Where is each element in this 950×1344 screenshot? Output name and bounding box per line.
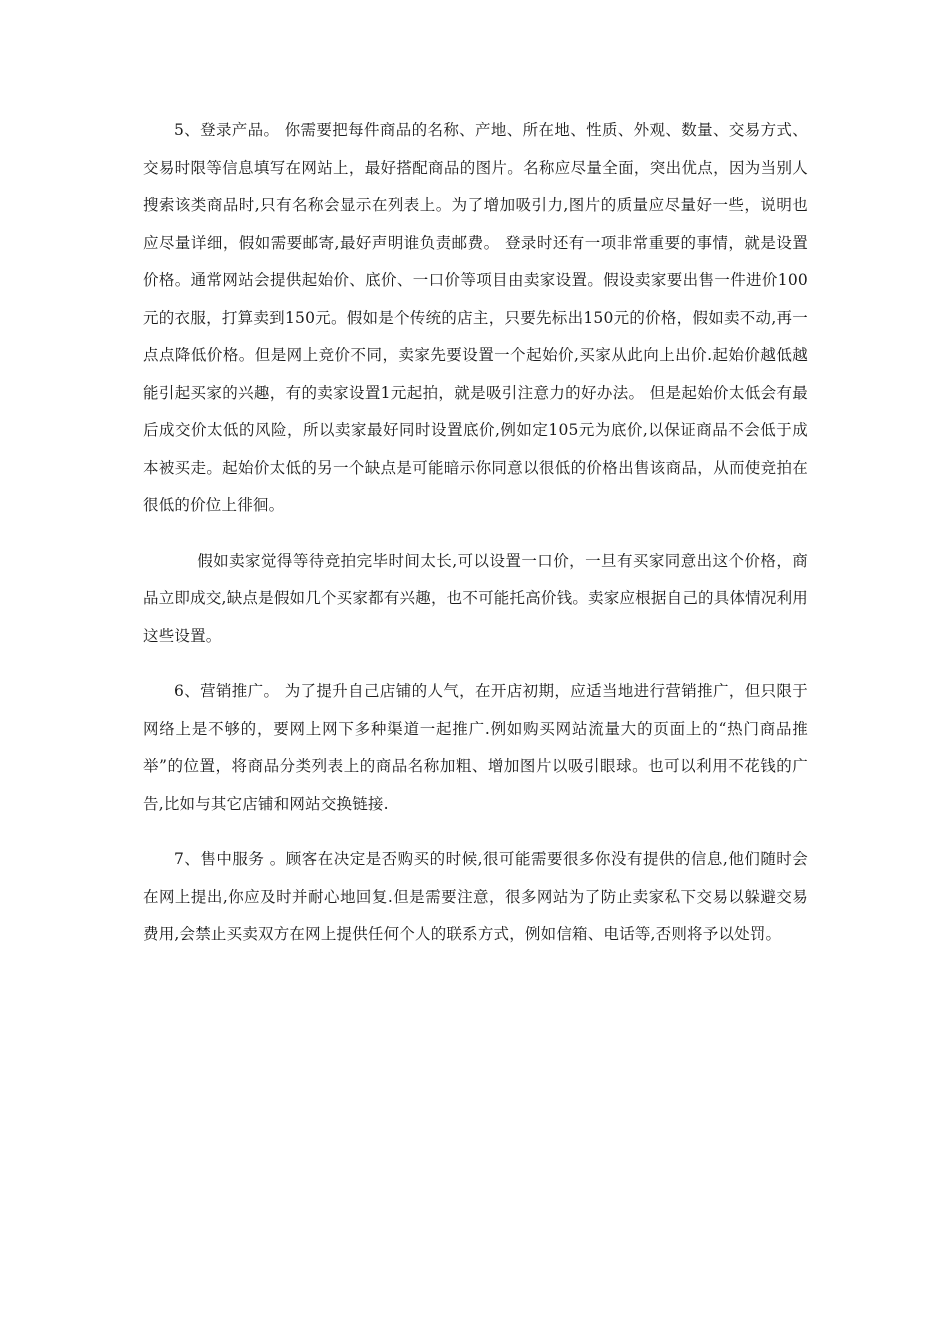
paragraph-buy-now-price: 假如卖家觉得等待竞拍完毕时间太长,可以设置一口价，一旦有买家同意出这个价格，商品立即成交,缺点是假如几个买家都有兴趣，也不可能托高价钱。卖家应根据自己的具体情况利用这些设置。 bbox=[143, 551, 808, 645]
document-page bbox=[143, 112, 808, 954]
paragraph-marketing-promotion: 6、营销推广。 为了提升自己店铺的人气，在开店初期，应适当地进行营销推广，但只限于网络上是不够的，要网上网下多种渠道一起推广.例如购买网站流量大的页面上的“热门商品推举”的位置，将商品分类列表上的商品名称加粗、增加图片以吸引眼球。也可以利用不花钱的广告,比如与其它店铺和网站交换链接. bbox=[143, 682, 808, 813]
paragraph-in-sale-service: 7、售中服务 。顾客在决定是否购买的时候,很可能需要很多你没有提供的信息,他们随时会在网上提出,你应及时并耐心地回复.但是需要注意，很多网站为了防止卖家私下交易以躲避交易费用,会禁止买卖双方在网上提供任何个人的联系方式，例如信箱、电话等,否则将予以处罚。 bbox=[143, 850, 808, 943]
paragraph-listing-products: 5、登录产品。 你需要把每件商品的名称、产地、所在地、性质、外观、数量、交易方式、交易时限等信息填写在网站上，最好搭配商品的图片。名称应尽量全面，突出优点，因为当别人搜索该类商品时,只有名称会显示在列表上。为了增加吸引力,图片的质量应尽量好一些，说明也应尽量详细，假如需要邮寄,最好声明谁负责邮费。 登录时还有一项非常重要的事情，就是设置价格。通常网站会提供起始价、底价、一口价等项目由卖家设置。假设卖家要出售一件进价100元的衣服，打算卖到150元。假如是个传统的店主，只要先标出150元的价格，假如卖不动,再一点点降低价格。但是网上竞价不同，卖家先要设置一个起始价,买家从此向上出价.起始价越低越能引起买家的兴趣，有的卖家设置1元起拍，就是吸引注意力的好办法。 但是起始价太低会有最后成交价太低的风险，所以卖家最好同时设置底价,例如定105元为底价,以保证商品不会低于成本被买走。起始价太低的另一个缺点是可能暗示你同意以很低的价格出售该商品，从而使竞拍在很低的价位上徘徊。 bbox=[143, 121, 808, 514]
